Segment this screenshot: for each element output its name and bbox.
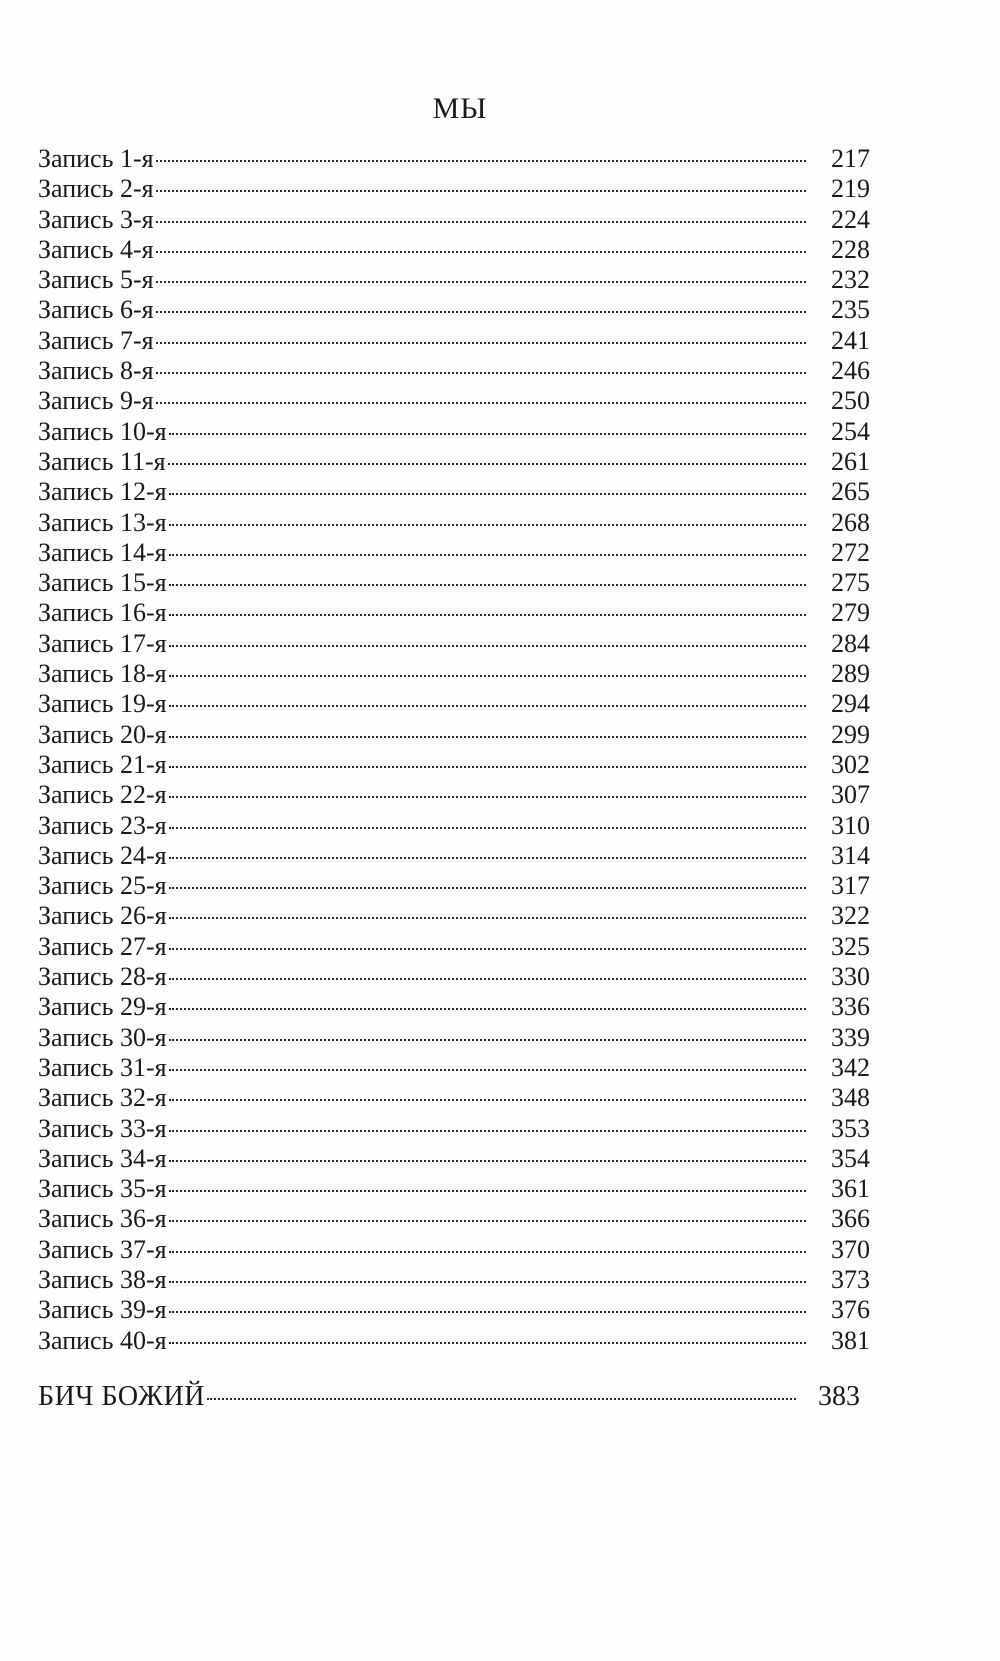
toc-entry-title: Запись 39-я	[38, 1295, 167, 1325]
toc-entry-title: Запись 37-я	[38, 1234, 167, 1264]
toc-page-number: 265	[831, 477, 870, 507]
dot-leader	[169, 1342, 806, 1344]
toc-page-number: 302	[831, 749, 870, 779]
toc-row	[38, 629, 870, 659]
toc-entry-title: Запись 19-я	[38, 689, 167, 719]
toc-row	[38, 1174, 870, 1204]
toc-entry-title: Запись 30-я	[38, 1022, 167, 1052]
toc-row	[38, 598, 870, 628]
dot-leader	[169, 433, 806, 435]
toc-entry-title: Запись 20-я	[38, 719, 167, 749]
toc-page-number: 307	[831, 780, 870, 810]
toc-row	[38, 1382, 860, 1412]
dot-leader	[169, 796, 806, 798]
toc-entry-title: Запись 40-я	[38, 1325, 167, 1355]
toc-row	[38, 1204, 870, 1234]
toc-page-number: 361	[831, 1174, 870, 1204]
dot-leader	[156, 190, 806, 192]
toc-row	[38, 689, 870, 719]
toc-row	[38, 901, 870, 931]
toc-page-number: 284	[831, 628, 870, 658]
toc-entry-title: Запись 24-я	[38, 840, 167, 870]
toc-page-number: 354	[831, 1143, 870, 1173]
toc-entry-title: Запись 31-я	[38, 1052, 167, 1082]
toc-entry-title: Запись 29-я	[38, 992, 167, 1022]
toc-entry-title: Запись 18-я	[38, 659, 167, 689]
toc-page-number: 310	[831, 810, 870, 840]
toc-entry-title: Запись 14-я	[38, 537, 167, 567]
toc-row	[38, 538, 870, 568]
toc-row	[38, 174, 870, 204]
toc-page-number: 254	[831, 416, 870, 446]
toc-row	[38, 780, 870, 810]
toc-entry-title: Запись 38-я	[38, 1264, 167, 1294]
dot-leader	[169, 857, 806, 859]
toc-entry-title: Запись 23-я	[38, 810, 167, 840]
dot-leader	[169, 736, 806, 738]
toc-page-number: 314	[831, 840, 870, 870]
toc-entry-title: Запись 15-я	[38, 568, 167, 598]
dot-leader	[169, 887, 806, 889]
toc-row	[38, 992, 870, 1022]
dot-leader	[169, 493, 806, 495]
dot-leader	[169, 705, 806, 707]
toc-row	[38, 235, 870, 265]
toc-page-number: 217	[831, 144, 870, 173]
dot-leader	[169, 554, 806, 556]
dot-leader	[169, 1039, 806, 1041]
toc-entry-title: Запись 28-я	[38, 962, 167, 992]
toc-row	[38, 144, 870, 174]
toc-entry-title: Запись 4-я	[38, 234, 154, 264]
toc-entry-title: Запись 12-я	[38, 477, 167, 507]
toc-page-number: 261	[831, 446, 870, 476]
toc-entry-title: Запись 34-я	[38, 1143, 167, 1173]
toc-row	[38, 417, 870, 447]
toc-page-number: 289	[831, 659, 870, 689]
toc-row	[38, 659, 870, 689]
toc-row	[38, 750, 870, 780]
toc-row	[38, 1083, 870, 1113]
toc-row	[38, 568, 870, 598]
toc-row	[38, 1114, 870, 1144]
toc-row	[38, 1235, 870, 1265]
toc-page-number: 370	[831, 1234, 870, 1264]
dot-leader	[169, 1130, 806, 1132]
dot-leader	[169, 1311, 806, 1313]
toc-entry-title: Запись 16-я	[38, 598, 167, 628]
toc-entry-title: Запись 32-я	[38, 1083, 167, 1113]
table-of-contents	[38, 144, 870, 1356]
toc-entry-title: Запись 13-я	[38, 507, 167, 537]
toc-entry-title: Запись 22-я	[38, 780, 167, 810]
toc-row	[38, 295, 870, 325]
toc-entry-title: Запись 21-я	[38, 749, 167, 779]
dot-leader	[169, 675, 806, 677]
dot-leader	[169, 645, 806, 647]
toc-row	[38, 1265, 870, 1295]
dot-leader	[169, 1190, 806, 1192]
dot-leader	[169, 978, 806, 980]
toc-row	[38, 1023, 870, 1053]
toc-page-number: 366	[831, 1204, 870, 1234]
toc-page-number: 241	[831, 325, 870, 355]
toc-page-number: 325	[831, 931, 870, 961]
toc-page-number: 232	[831, 265, 870, 295]
dot-leader	[169, 1220, 806, 1222]
toc-row	[38, 205, 870, 235]
toc-row	[38, 1053, 870, 1083]
toc-row	[38, 1326, 870, 1356]
toc-page-number: 228	[831, 234, 870, 264]
dot-leader	[169, 1008, 806, 1010]
toc-row	[38, 962, 870, 992]
dot-leader	[169, 614, 806, 616]
toc-page-number: 268	[831, 507, 870, 537]
toc-entry-title: Запись 11-я	[38, 446, 166, 476]
dot-leader	[156, 160, 806, 162]
toc-page-number: 272	[831, 537, 870, 567]
toc-page-number: 376	[831, 1295, 870, 1325]
toc-page-number: 373	[831, 1264, 870, 1294]
toc-page-number: 330	[831, 962, 870, 992]
toc-page-number: 381	[831, 1325, 870, 1355]
toc-row	[38, 720, 870, 750]
toc-entry-title: Запись 7-я	[38, 325, 154, 355]
toc-page-number: 224	[831, 204, 870, 234]
toc-page-number: 246	[831, 356, 870, 386]
toc-entry-title: Запись 26-я	[38, 901, 167, 931]
toc-entry-title: Запись 27-я	[38, 931, 167, 961]
toc-page-number: 279	[831, 598, 870, 628]
dot-leader	[169, 766, 806, 768]
dot-leader	[169, 1160, 806, 1162]
dot-leader	[169, 1069, 806, 1071]
toc-row	[38, 811, 870, 841]
toc-entry-title: Запись 3-я	[38, 204, 154, 234]
toc-row	[38, 477, 870, 507]
toc-entry-title: Запись 1-я	[38, 144, 154, 173]
toc-row	[38, 447, 870, 477]
dot-leader	[156, 372, 806, 374]
toc-page-number: 294	[831, 689, 870, 719]
toc-entry-title: Запись 10-я	[38, 416, 167, 446]
dot-leader	[156, 251, 806, 253]
toc-extra-entry	[38, 1382, 860, 1412]
toc-page-number: 219	[831, 174, 870, 204]
toc-page-number: 235	[831, 295, 870, 325]
dot-leader	[168, 463, 806, 465]
toc-entry-title: Запись 33-я	[38, 1113, 167, 1143]
dot-leader	[156, 311, 806, 313]
dot-leader	[156, 342, 806, 344]
toc-entry-title: Запись 5-я	[38, 265, 154, 295]
dot-leader	[156, 281, 806, 283]
toc-entry-title: Запись 36-я	[38, 1204, 167, 1234]
toc-page-number: 342	[831, 1052, 870, 1082]
toc-row	[38, 356, 870, 386]
toc-row	[38, 326, 870, 356]
dot-leader	[169, 584, 806, 586]
toc-page-number: 383	[818, 1381, 860, 1412]
toc-entry-title: Запись 9-я	[38, 386, 154, 416]
toc-entry-title: Запись 2-я	[38, 174, 154, 204]
toc-page-number: 348	[831, 1083, 870, 1113]
dot-leader	[169, 917, 806, 919]
dot-leader	[156, 402, 806, 404]
toc-row	[38, 265, 870, 295]
toc-page-number: 339	[831, 1022, 870, 1052]
toc-entry-title: Запись 25-я	[38, 871, 167, 901]
toc-page-number: 353	[831, 1113, 870, 1143]
section-title: МЫ	[432, 92, 488, 125]
toc-row	[38, 1144, 870, 1174]
toc-page-number: 250	[831, 386, 870, 416]
dot-leader	[156, 221, 806, 223]
toc-row	[38, 386, 870, 416]
toc-row	[38, 508, 870, 538]
toc-entry-title: Запись 6-я	[38, 295, 154, 325]
toc-page-number: 275	[831, 568, 870, 598]
dot-leader	[169, 1251, 806, 1253]
toc-row	[38, 932, 870, 962]
toc-page-number: 299	[831, 719, 870, 749]
toc-page-number: 336	[831, 992, 870, 1022]
toc-entry-title: Запись 35-я	[38, 1174, 167, 1204]
toc-entry-title: Запись 17-я	[38, 628, 167, 658]
toc-page-number: 317	[831, 871, 870, 901]
toc-row	[38, 1295, 870, 1325]
dot-leader	[207, 1398, 796, 1400]
dot-leader	[169, 524, 806, 526]
toc-row	[38, 871, 870, 901]
dot-leader	[169, 827, 806, 829]
toc-page-number: 322	[831, 901, 870, 931]
dot-leader	[169, 1281, 806, 1283]
toc-entry-title: Запись 8-я	[38, 356, 154, 386]
toc-row	[38, 841, 870, 871]
dot-leader	[169, 948, 806, 950]
dot-leader	[169, 1099, 806, 1101]
toc-entry-title: БИЧ БОЖИЙ	[38, 1381, 205, 1412]
